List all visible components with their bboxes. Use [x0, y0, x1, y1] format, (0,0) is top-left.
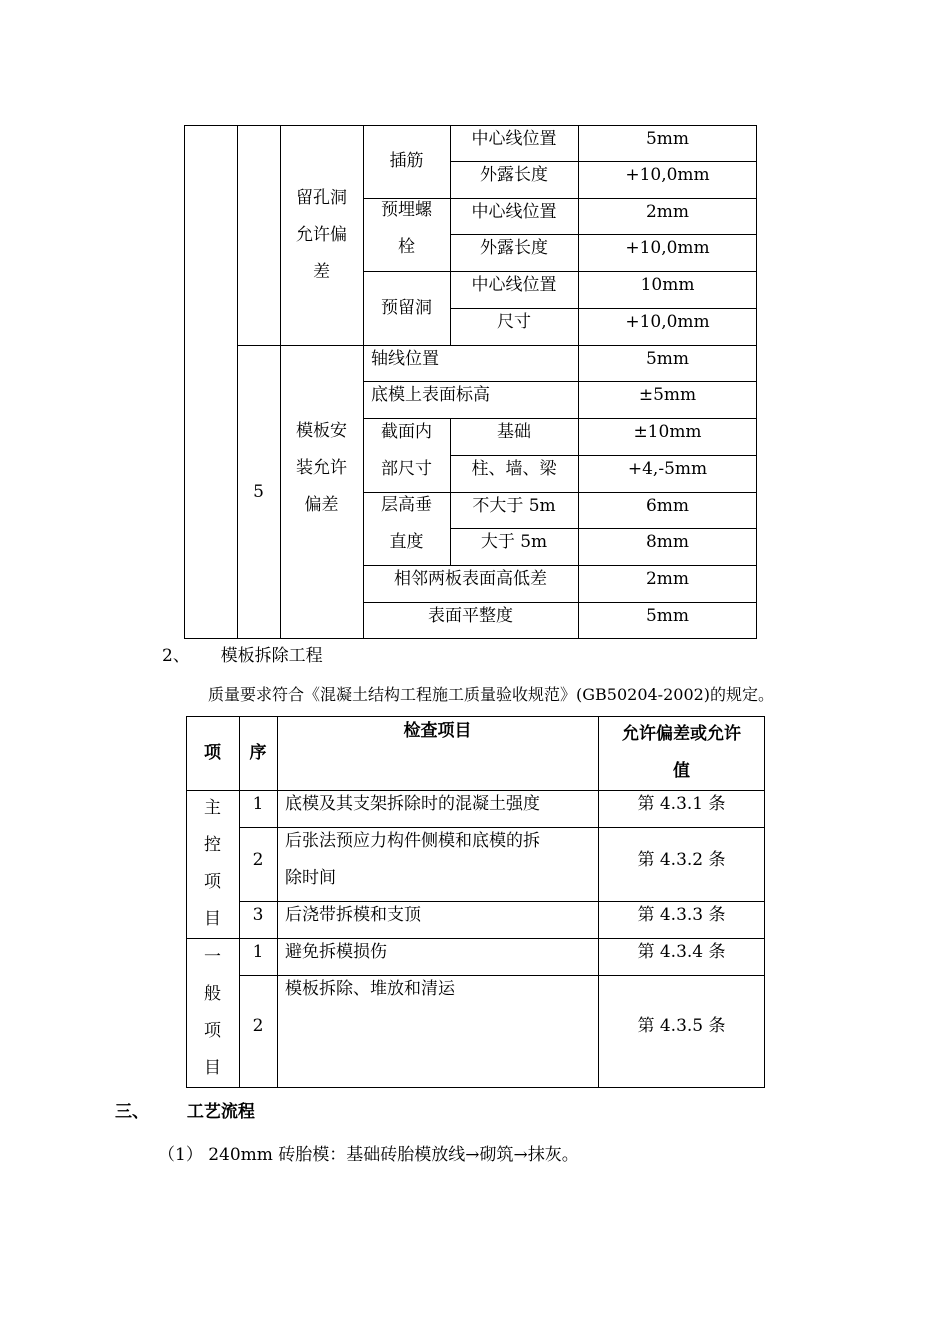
cell-item: 中心线位置 — [471, 128, 557, 149]
cell-item: 中心线位置 — [471, 274, 557, 295]
row-allow: 第 4.3.5 条 — [637, 1016, 726, 1036]
group-number: 5 — [253, 481, 264, 502]
cell-value: ±5mm — [638, 384, 697, 405]
section-number: 2、 — [162, 646, 190, 666]
section2-heading — [162, 641, 323, 666]
verticality-label: 层高垂 直度 — [381, 494, 432, 552]
row-check: 后浇带拆模和支顶 — [285, 904, 421, 925]
cell-value: 8mm — [645, 531, 690, 552]
row-allow: 第 4.3.2 条 — [637, 849, 726, 870]
rebar-label: 插筋 — [389, 151, 424, 171]
main-control-label: 主 控 项 目 — [204, 798, 221, 929]
cell-value: 5mm — [645, 128, 690, 149]
cell-item: 底模上表面标高 — [371, 384, 490, 405]
cell-value: 2mm — [645, 568, 690, 589]
row-seq: 3 — [252, 904, 264, 925]
cell-item: 外露长度 — [480, 237, 548, 258]
cell-value: 6mm — [645, 495, 690, 516]
cell-value: +10,0mm — [625, 311, 710, 332]
cell-item: 尺寸 — [497, 311, 531, 332]
cell-item: 不大于 5m — [472, 495, 556, 516]
cell-value: +10,0mm — [625, 164, 710, 185]
cell-value: +10,0mm — [625, 237, 710, 258]
cell-item: 外露长度 — [480, 164, 548, 185]
header-check: 检查项目 — [403, 720, 472, 741]
general-label: 一 般 项 目 — [204, 947, 221, 1078]
section-title: 模板拆除工程 — [220, 646, 323, 666]
cell-item: 柱、墙、梁 — [471, 458, 557, 479]
section3-heading — [115, 1097, 255, 1122]
section-title: 工艺流程 — [186, 1102, 255, 1122]
reserved-hole-label: 预留洞 — [381, 297, 432, 318]
row-check: 避免拆模损伤 — [285, 941, 387, 962]
cell-item: 大于 5m — [480, 531, 548, 552]
cell-value: ±10mm — [633, 421, 702, 442]
row-seq: 1 — [252, 941, 264, 962]
row-seq: 2 — [252, 849, 264, 870]
row-check: 底模及其支架拆除时的混凝土强度 — [285, 793, 540, 814]
row-allow: 第 4.3.1 条 — [637, 793, 726, 814]
hole-tolerance-label: 留孔洞 允许偏 差 — [296, 187, 347, 282]
cell-value: 5mm — [645, 348, 690, 369]
header-seq: 序 — [249, 742, 267, 763]
row-allow: 第 4.3.3 条 — [637, 904, 726, 925]
header-item: 项 — [204, 742, 221, 763]
cell-value: +4,-5mm — [627, 458, 708, 479]
cell-item: 表面平整度 — [428, 605, 513, 626]
header-allow: 允许偏差或允许 值 — [622, 724, 741, 781]
cell-item: 相邻两板表面高低差 — [394, 568, 547, 589]
section-size-label: 截面内 部尺寸 — [381, 421, 432, 479]
process-step-1: （1） 240mm 砖胎模：基础砖胎模放线→砌筑→抹灰。 — [158, 1145, 579, 1165]
cell-value: 10mm — [640, 274, 695, 295]
row-check: 后张法预应力构件侧模和底模的拆 除时间 — [285, 831, 540, 888]
cell-item: 轴线位置 — [371, 348, 439, 369]
row-seq: 2 — [252, 1016, 264, 1036]
cell-value: 2mm — [645, 201, 690, 222]
row-check: 模板拆除、堆放和清运 — [285, 978, 455, 999]
quality-requirement: 质量要求符合《混凝土结构工程施工质量验收规范》(GB50204-2002)的规定。 — [208, 685, 775, 704]
cell-value: 5mm — [645, 605, 690, 626]
section-number: 三、 — [115, 1102, 149, 1122]
row-allow: 第 4.3.4 条 — [637, 941, 726, 962]
cell-item: 中心线位置 — [471, 201, 557, 222]
bolt-label: 预埋螺 栓 — [381, 199, 432, 257]
cell-item: 基础 — [497, 421, 531, 442]
row-seq: 1 — [252, 793, 264, 814]
formwork-tolerance-label: 模板安 装允许 偏差 — [296, 420, 347, 515]
